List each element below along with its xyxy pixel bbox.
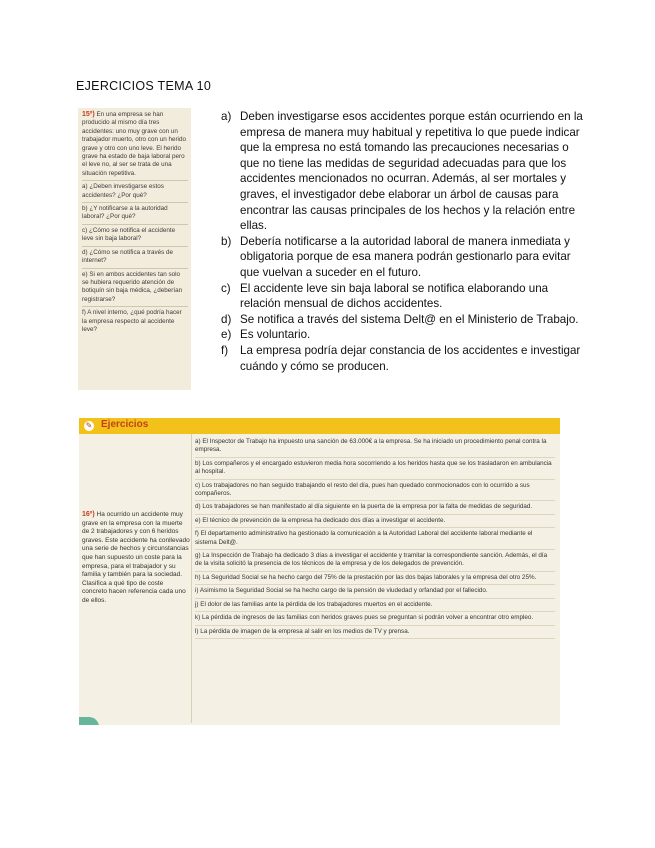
answer-text: El accidente leve sin baja laboral se notifica elaborando una relación mensual de dichos accidentes.	[240, 281, 549, 311]
answer-text: Debería notificarse a la autoridad laboral de manera inmediata y obligatoria porque de esa manera podrán gestionarlo para evitar que vuelvan a suceder en el futuro.	[240, 234, 571, 279]
answer-text: Se notifica a través del sistema Delt@ en el Ministerio de Trabajo.	[240, 312, 579, 326]
pencil-icon: ✎	[85, 421, 93, 430]
answer-item	[213, 343, 583, 374]
exercise-16-item: e) El técnico de prevención de la empresa ha dedicado dos días a investigar el accidente.	[195, 515, 555, 528]
page-corner-decoration	[79, 717, 99, 725]
answer-item	[213, 327, 583, 343]
exercise-16-item: g) La Inspección de Trabajo ha dedicado 3 días a investigar el accidente y tramitar la correspondiente sanción. Además, el día de la visita solicitó la presencia de los técnicos de la empresa y de los delegados de prevención.	[195, 550, 555, 572]
exercise-15-question: f) A nivel interno, ¿qué podría hacer la empresa respecto al accidente leve?	[82, 309, 182, 333]
exercise-16-item: j) El dolor de las familias ante la pérdida de los trabajadores muertos en el accidente.	[195, 599, 555, 612]
answer-marker: d)	[221, 312, 232, 326]
exercise-16-item: b) Los compañeros y el encargado estuvieron media hora socorriendo a los heridos hasta que se los trasladaron en ambulancia al hospital.	[195, 458, 555, 480]
exercise-header-bar	[79, 418, 560, 434]
exercise-16-item: k) La pérdida de ingresos de las familias con heridos graves pues se preguntan si podrán volver a encontrar otro empleo.	[195, 612, 555, 625]
answer-text: Es voluntario.	[240, 328, 311, 342]
answers-list	[213, 109, 583, 374]
divider	[82, 246, 188, 247]
answer-item	[213, 312, 583, 328]
answer-item	[213, 281, 583, 312]
answer-marker: a)	[221, 110, 232, 123]
answer-marker: e)	[221, 328, 232, 342]
answer-marker: b)	[221, 234, 232, 248]
exercise-16-item: c) Los trabajadores no han seguido trabajando el resto del día, pues han quedado conmocionados con lo ocurrido a sus compañeros.	[195, 480, 555, 502]
exercise-16-item: h) La Seguridad Social se ha hecho cargo del 75% de la prestación por las dos bajas laborales y la empresa del otro 25%.	[195, 572, 555, 585]
exercise-15-question: a) ¿Deben investigarse estos accidentes? ¿Por qué?	[82, 183, 164, 199]
exercise-15-question: e) Si en ambos accidentes tan solo se hubiera requerido atención de botiquín sin baja médica, ¿deberían registrarse?	[82, 270, 183, 303]
column-divider	[191, 434, 192, 723]
exercise-15-stem-text: En una empresa se han producido al mismo día tres accidentes: uno muy grave con un trabajador muerto, otro con un herido grave y otro con uno leve. El herido grave ha estado de baja laboral pero el leve no, al ser se trata de una situación repetitiva.	[82, 111, 186, 177]
exercise-16-scan	[79, 418, 560, 725]
divider	[82, 268, 188, 269]
divider	[82, 224, 188, 225]
exercise-15-scan	[78, 108, 191, 390]
document-title: EJERCICIOS TEMA 10	[76, 79, 212, 93]
answer-marker: f)	[221, 343, 229, 357]
exercise-header-title: Ejercicios	[101, 419, 149, 430]
answer-item	[213, 234, 583, 281]
exercise-16-items	[195, 436, 555, 639]
exercise-16-item: a) El Inspector de Trabajo ha impuesto una sanción de 63.000€ a la empresa. Se ha iniciado un procedimiento penal contra la empresa.	[195, 436, 555, 458]
exercise-15-number: 15º)	[82, 111, 95, 118]
exercise-15-question: c) ¿Cómo se notifica el accidente leve sin baja laboral?	[82, 226, 176, 243]
answer-text: La empresa podría dejar constancia de los accidentes e investigar cuándo y cómo se producen.	[240, 343, 581, 373]
exercise-16-item: f) El departamento administrativo ha gestionado la comunicación a la Autoridad Laboral del accidente laboral mediante el sistema Delt@.	[195, 528, 555, 550]
divider	[82, 180, 188, 181]
exercise-15-question: d) ¿Cómo se notifica a través de internet?	[82, 248, 173, 265]
exercise-16-number: 16º)	[82, 511, 95, 518]
exercise-16-stem	[82, 511, 190, 606]
exercise-16-item: d) Los trabajadores se han manifestado al día siguiente en la puerta de la empresa por la falta de medidas de seguridad.	[195, 501, 555, 514]
divider	[82, 202, 188, 203]
answer-item	[213, 109, 583, 234]
answer-marker: c)	[221, 281, 231, 295]
answer-text: Deben investigarse esos accidentes porque están ocurriendo en la empresa de manera muy habitual y repetitiva lo que puede indicar que la empresa no está tomando las precauciones necesarias o que no tiene las medidas de seguridad adecuadas para que los accidentes mencionados no ocurran. Además, al ser mortales y graves, el investigador debe elaborar un árbol de causas para encontrar las causas principales de los hechos y la relación entre ellas.	[240, 110, 583, 233]
exercise-16-item: l) La pérdida de imagen de la empresa al salir en los medios de TV y prensa.	[195, 626, 555, 639]
exercise-15-stem	[82, 111, 188, 178]
exercise-16-stem-text: Ha ocurrido un accidente muy grave en la empresa con la muerte de 2 trabajadores y con 6 heridos graves. Este accidente ha conllevado una serie de hechos y circunstancias que han supuesto un coste para la empresa, para el trabajador y su familia y también para la sociedad. Clasifica a qué tipo de coste concreto hacen referencia cada uno de ellos.	[82, 511, 190, 604]
exercise-16-item: i) Asimismo la Seguridad Social se ha hecho cargo de la pensión de viudedad y orfandad por el fallecido.	[195, 585, 555, 598]
exercise-15-question: b) ¿Y notificarse a la autoridad laboral? ¿Por qué?	[82, 205, 168, 221]
divider	[82, 306, 188, 307]
